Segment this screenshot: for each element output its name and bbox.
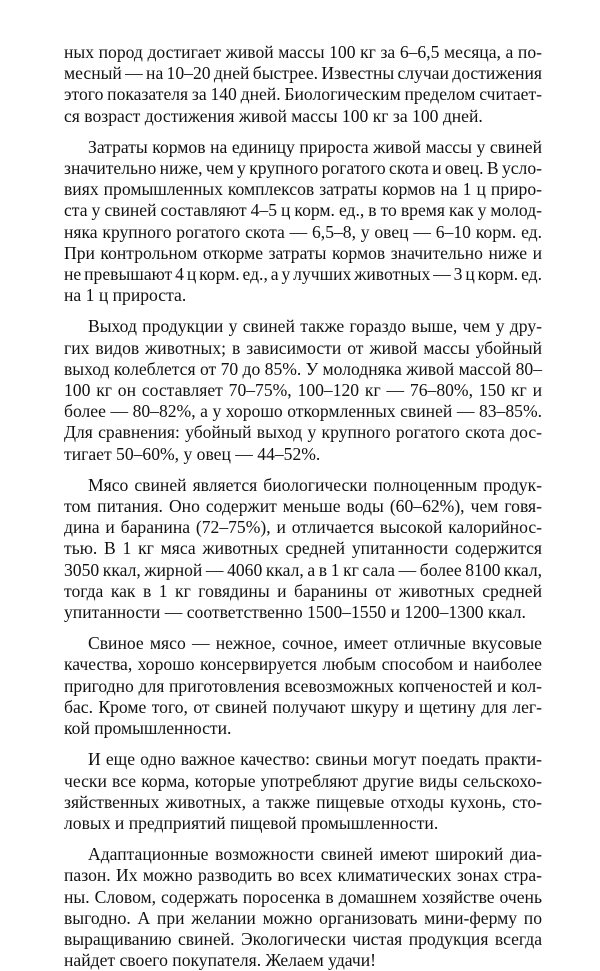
text-line: не превышают 4 ц корм. ед., а у лучших животных — 3 ц корм. ед. — [64, 264, 542, 285]
text-line: И еще одно важное качество: свиньи могут поедать практи- — [88, 749, 542, 770]
text-line: выращиванию свиней. Экологически чистая продукция всегда — [64, 928, 542, 949]
text-line: месный — на 10–20 дней быстрее. Известны случаи достижения — [64, 63, 542, 84]
text-line: пригодно для приготовления всевозможных копченостей и кол- — [64, 675, 542, 696]
text-line: Затраты кормов на единицу прироста живой массы у свиней — [88, 136, 542, 157]
text-line: ловых и предприятий пищевой промышленности. — [64, 812, 439, 833]
text-line: тигает 50–60%, у овец — 44–52%. — [64, 443, 321, 464]
paragraph-slaughter-yield — [64, 316, 542, 464]
text-line: няка крупного рогатого скота — 6,5–8, у овец — 6–10 корм. ед. — [64, 221, 542, 242]
paragraph-feed-costs — [64, 137, 542, 307]
text-line: гих видов животных; в зависимости от живой массы убойный — [64, 337, 542, 358]
text-line: этого показателя за 140 дней. Биологическим пределом считает- — [64, 84, 542, 105]
text-line: том питания. Оно содержит меньше воды (60–62%), чем говя- — [64, 496, 542, 517]
text-line: упитанности — соответственно 1500–1550 и 1200–1300 ккал. — [64, 602, 526, 623]
text-line: виях промышленных комплексов затраты кормов на 1 ц приро- — [64, 179, 542, 200]
text-line: на 1 ц прироста. — [64, 285, 187, 306]
text-line: Выход продукции у свиней также гораздо выше, чем у дру- — [88, 316, 542, 337]
text-line: 100 кг он составляет 70–75%, 100–120 кг — 76–80%, 150 кг и — [64, 380, 542, 401]
text-line: ста у свиней составляют 4–5 ц корм. ед., в то время как у молод- — [64, 200, 542, 221]
text-line: пазон. Их можно разводить во всех климатических зонах стра- — [64, 865, 542, 886]
text-line: значительно ниже, чем у крупного рогатого скота и овец. В усло- — [64, 158, 542, 179]
text-line: ся возраст достижения живой массы 100 кг за 100 дней. — [64, 105, 483, 126]
paragraph-adaptation — [64, 844, 542, 971]
text-line: При контрольном откорме затраты кормов значительно ниже и — [64, 242, 542, 263]
text-line: чески все корма, которые употребляют другие виды сельскохо- — [64, 770, 542, 791]
text-line: ных пород достигает живой массы 100 кг за 6–6,5 месяца, а по- — [64, 42, 542, 62]
paragraph-growth — [64, 42, 542, 127]
paragraph-nutrition — [64, 475, 542, 623]
text-line: бас. Кроме того, от свиней получают шкуру и щетину для лег- — [64, 696, 542, 717]
text-line: Свиное мясо — нежное, сочное, имеет отличные вкусовые — [88, 633, 542, 654]
text-line: выгодно. А при желании можно организовать мини-ферму по — [64, 907, 542, 928]
text-line: Для сравнения: убойный выход у крупного рогатого скота дос- — [64, 422, 542, 443]
text-line: тогда как в 1 кг говядины и баранины от животных средней — [64, 580, 542, 601]
text-line: Адаптационные возможности свиней имеют широкий диа- — [88, 844, 542, 865]
text-line: кой промышленности. — [64, 718, 232, 739]
text-line: ны. Словом, содержать поросенка в домашнем хозяйстве очень — [64, 886, 542, 907]
text-line: Мясо свиней является биологически полноценным продук- — [88, 474, 542, 495]
text-line: найдет своего покупателя. Желаем удачи! — [64, 950, 376, 971]
text-line: качества, хорошо консервируется любым способом и наиболее — [64, 654, 542, 675]
text-line: дина и баранина (72–75%), и отличается высокой калорийнос- — [64, 517, 542, 538]
paragraph-meat-quality — [64, 633, 542, 739]
text-line: более — 80–82%, а у хорошо откормленных свиней — 83–85%. — [64, 401, 542, 422]
text-line: выход колеблется от 70 до 85%. У молодняка живой массой 80– — [64, 358, 542, 379]
text-line: 3050 ккал, жирной — 4060 ккал, а в 1 кг сала — более 8100 ккал, — [64, 559, 542, 580]
paragraph-feeding — [64, 749, 542, 834]
text-line: зяйственных животных, а также пищевые отходы кухонь, сто- — [64, 791, 542, 812]
text-line: тью. В 1 кг мяса животных средней упитанности содержится — [64, 538, 542, 559]
